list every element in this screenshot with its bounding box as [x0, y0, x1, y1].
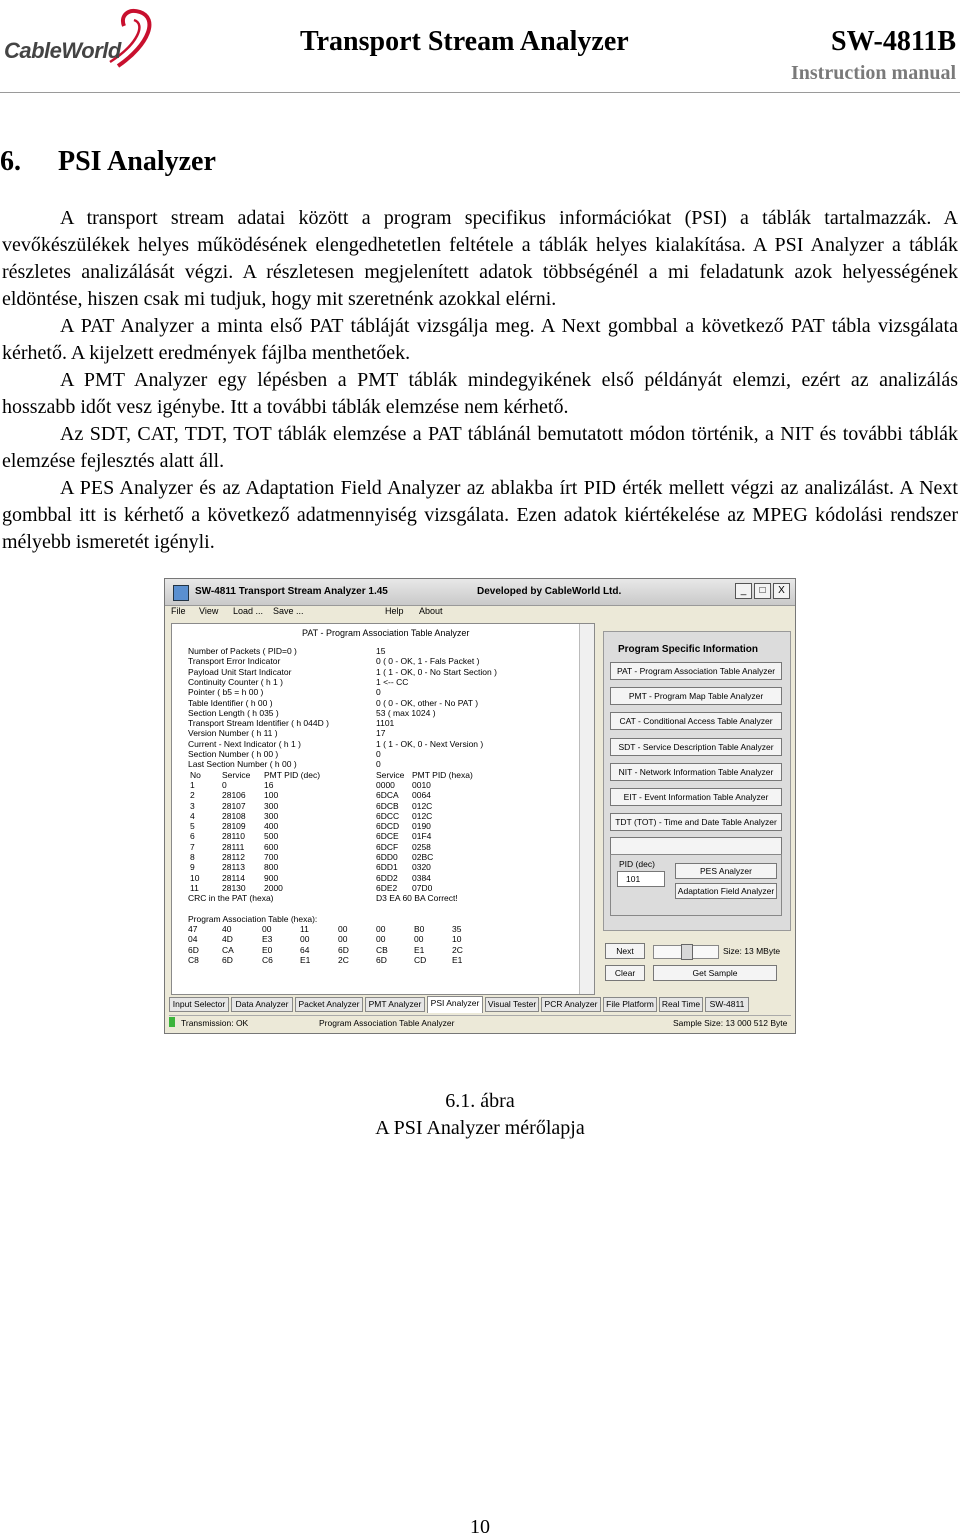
program-cell: 28108 — [222, 810, 246, 821]
program-cell: 0 — [222, 779, 227, 790]
pat-hex-cell: C6 — [262, 955, 273, 965]
pat-hex-cell: 00 — [262, 924, 272, 935]
menu-bar — [165, 605, 795, 619]
program-cell: 0190 — [412, 821, 431, 832]
pat-panel-title: PAT - Program Association Table Analyzer — [302, 628, 470, 638]
program-cell: 2 — [190, 790, 195, 801]
field-value: 1 <-- CC — [376, 676, 409, 687]
program-cell: 28109 — [222, 821, 246, 832]
minimize-button[interactable]: _ — [735, 583, 752, 599]
field-value: 0 ( 0 - OK, 1 - Fals Packet ) — [376, 656, 480, 667]
status-led-icon — [169, 1017, 175, 1027]
paragraph: A PAT Analyzer a minta első PAT tábláját vizsgálja meg. A Next gombbal a következő PAT tábla vizsgálata kérhető. A kijelzett eredmények fájlba menthetőek. — [2, 315, 958, 364]
window-title: SW-4811 Transport Stream Analyzer 1.45 — [195, 586, 388, 597]
field-label: Last Section Number ( h 00 ) — [188, 759, 297, 770]
pat-hex-cell: 04 — [188, 934, 198, 945]
doc-title: Transport Stream Analyzer — [300, 26, 629, 57]
tab-file-platform[interactable]: File Platform — [603, 997, 657, 1012]
field-value: 53 ( max 1024 ) — [376, 707, 436, 718]
cat-analyzer-button[interactable]: CAT - Conditional Access Table Analyzer — [610, 712, 782, 730]
pat-hex-cell: 35 — [452, 924, 462, 935]
field-value: 0 — [376, 759, 381, 770]
page-header — [0, 0, 960, 96]
tab-pmt-analyzer[interactable]: PMT Analyzer — [365, 997, 425, 1012]
field-value: 1101 — [376, 718, 395, 729]
program-cell: 0064 — [412, 790, 431, 801]
app-icon — [173, 585, 189, 601]
tab-sw-4811[interactable]: SW-4811 — [705, 997, 749, 1012]
get-sample-button[interactable]: Get Sample — [653, 965, 777, 981]
logo-text: CableWorld — [4, 38, 121, 63]
program-cell: 8 — [190, 852, 195, 862]
size-label: Size: 13 MByte — [723, 946, 781, 956]
pat-hex-cell: E3 — [262, 934, 273, 945]
pid-input[interactable]: 101 — [617, 871, 665, 887]
pat-hex-cell: E1 — [300, 955, 311, 965]
program-cell: 3 — [190, 800, 195, 811]
program-cell: 28114 — [222, 872, 246, 883]
program-cell: 0258 — [412, 841, 431, 852]
program-cell: 1 — [190, 779, 195, 790]
field-label: Transport Error Indicator — [188, 656, 281, 667]
figure-caption: A PSI Analyzer mérőlapja — [375, 1117, 585, 1139]
tab-data-analyzer[interactable]: Data Analyzer — [231, 997, 293, 1012]
program-cell: 7 — [190, 841, 195, 852]
field-label: Section Number ( h 00 ) — [188, 749, 279, 759]
program-cell: 16 — [264, 779, 274, 790]
program-cell: 6DCB — [376, 800, 399, 811]
psi-panel-heading: Program Specific Information — [618, 644, 759, 655]
menu-load[interactable]: Load ... — [233, 606, 264, 616]
window-titlebar — [165, 579, 795, 606]
eit-analyzer-button[interactable]: EIT - Event Information Table Analyzer — [610, 788, 782, 806]
field-label: Pointer ( b5 = h 00 ) — [188, 687, 264, 698]
program-cell: 28107 — [222, 800, 246, 811]
section-title: PSI Analyzer — [58, 146, 216, 177]
field-label: Section Length ( h 035 ) — [188, 707, 279, 718]
program-cell: 400 — [264, 821, 279, 832]
field-value: 17 — [376, 728, 386, 739]
program-column-header: PMT PID (dec) — [264, 769, 321, 780]
program-cell: 28112 — [222, 852, 246, 862]
program-cell: 10 — [190, 872, 200, 883]
program-cell: 6DD1 — [376, 862, 398, 873]
tab-visual-tester[interactable]: Visual Tester — [485, 997, 539, 1012]
pes-analyzer-button[interactable]: PES Analyzer — [675, 863, 777, 879]
section-heading — [0, 146, 216, 178]
status-bar — [169, 1015, 791, 1030]
program-cell: 6DCF — [376, 841, 399, 852]
pat-hex-cell: 47 — [188, 924, 198, 935]
field-label: Number of Packets ( PID=0 ) — [188, 646, 297, 656]
nit-analyzer-button[interactable]: NIT - Network Information Table Analyzer — [610, 763, 782, 781]
pat-hex-cell: 00 — [376, 934, 386, 945]
menu-help[interactable]: Help — [385, 606, 404, 616]
pat-hex-cell: 40 — [222, 924, 232, 935]
program-cell: 28110 — [222, 831, 246, 842]
doc-model: SW-4811B — [831, 26, 956, 57]
status-mode: Program Association Table Analyzer — [319, 1018, 455, 1028]
program-cell: 0000 — [376, 779, 395, 790]
pat-hex-cell: 00 — [414, 934, 424, 945]
header-divider — [0, 92, 960, 93]
paragraph: A transport stream adatai között a program specifikus információkat (PSI) a táblák tartalmazzák. A vevőkészülékek helyes működésének elengedhetetlen feltétele a táblák helyes kialakítása. A PSI Analyzer a táblák részletes analizálását végzi. A részletesen megjelenített adatok többségénél a mi feladatunk azok helyességének eldöntése, hiszen csak mi tudjuk, hogy mit szeretnénk azokkal elérni. — [2, 207, 958, 310]
pat-hex-cell: 2C — [452, 944, 463, 955]
program-cell: 6DCE — [376, 831, 399, 842]
pat-hex-cell: 6D — [222, 955, 233, 965]
program-cell: 300 — [264, 810, 279, 821]
clear-button[interactable]: Clear — [605, 965, 645, 981]
pat-hex-cell: 10 — [452, 934, 462, 945]
maximize-button[interactable]: □ — [754, 583, 771, 599]
crc-label: CRC in the PAT (hexa) — [188, 893, 274, 904]
app-screenshot — [164, 578, 796, 1034]
tab-strip — [169, 997, 789, 1013]
body-text — [2, 205, 958, 556]
pat-hex-cell: E0 — [262, 944, 273, 955]
tab-packet-analyzer[interactable]: Packet Analyzer — [295, 997, 363, 1012]
page-number: 10 — [470, 1516, 490, 1538]
program-cell: 0010 — [412, 779, 431, 790]
slider-thumb[interactable] — [681, 944, 693, 960]
program-cell: 012C — [412, 800, 433, 811]
field-label: Transport Stream Identifier ( h 044D ) — [188, 718, 329, 729]
program-cell: 28130 — [222, 882, 246, 893]
pat-hex-cell: 00 — [376, 924, 386, 935]
paragraph: A PMT Analyzer egy lépésben a PMT táblák mindegyikének első példányát elemzi, ezért az analizálás hosszabb időt vesz igénybe. Itt a további táblák elemzése nem kérhető. — [2, 369, 958, 418]
program-column-header: Service — [376, 769, 405, 780]
field-value: 0 — [376, 687, 381, 698]
program-cell: 6DCA — [376, 790, 399, 801]
field-label: Version Number ( h 11 ) — [188, 728, 278, 739]
program-cell: 01F4 — [412, 831, 432, 842]
window-credit: Developed by CableWorld Ltd. — [477, 586, 622, 597]
program-cell: 9 — [190, 862, 195, 873]
pid-label: PID (dec) — [619, 859, 655, 869]
program-cell: 800 — [264, 862, 279, 873]
program-cell: 600 — [264, 841, 279, 852]
pat-hex-cell: 64 — [300, 944, 310, 955]
pat-hex-cell: B0 — [414, 924, 425, 935]
pat-table-label: Program Association Table (hexa): — [188, 913, 318, 924]
pat-hex-cell: 6D — [188, 944, 199, 955]
field-value: 1 ( 1 - OK, 0 - No Start Section ) — [376, 666, 497, 677]
sample-controls — [603, 935, 791, 985]
pat-analyzer-button[interactable]: PAT - Program Association Table Analyzer — [610, 662, 782, 680]
program-cell: 28113 — [222, 862, 246, 873]
pat-hex-cell: CA — [222, 944, 234, 955]
menu-about[interactable]: About — [419, 606, 443, 616]
program-column-header: Service — [222, 769, 251, 780]
pat-hex-cell: E1 — [414, 944, 425, 955]
program-cell: 6DCD — [376, 821, 400, 832]
pat-hex-cell: 6D — [376, 955, 387, 965]
pat-hex-cell: 00 — [338, 924, 348, 935]
next-button[interactable]: Next — [605, 943, 645, 959]
field-value: 15 — [376, 646, 386, 656]
pmt-analyzer-button[interactable]: PMT - Program Map Table Analyzer — [610, 687, 782, 705]
program-cell: 6DD0 — [376, 852, 398, 862]
program-cell: 0384 — [412, 872, 431, 883]
pat-hex-cell: CB — [376, 944, 388, 955]
program-cell: 700 — [264, 852, 279, 862]
program-cell: 6DE2 — [376, 882, 398, 893]
program-cell: 012C — [412, 810, 433, 821]
program-cell: 6DCC — [376, 810, 400, 821]
program-cell: 0320 — [412, 862, 431, 873]
field-value: 0 ( 0 - OK, other - No PAT ) — [376, 697, 479, 708]
status-sample-size: Sample Size: 13 000 512 Byte — [673, 1018, 788, 1028]
program-cell: 28106 — [222, 790, 246, 801]
field-label: Payload Unit Start Indicator — [188, 666, 292, 677]
pat-output-panel — [171, 623, 595, 995]
pat-hex-cell: E1 — [452, 955, 463, 965]
blank-button[interactable] — [610, 837, 782, 855]
program-cell: 6DD2 — [376, 872, 398, 883]
program-cell: 07D0 — [412, 882, 433, 893]
section-number: 6. — [0, 146, 21, 177]
vertical-scrollbar[interactable] — [579, 624, 594, 994]
program-cell: 2000 — [264, 882, 283, 893]
cableworld-logo — [0, 4, 160, 74]
program-cell: 4 — [190, 810, 195, 821]
program-cell: 300 — [264, 800, 279, 811]
field-value: 1 ( 1 - OK, 0 - Next Version ) — [376, 738, 484, 749]
program-cell: 100 — [264, 790, 279, 801]
tdt-analyzer-button[interactable]: TDT (TOT) - Time and Date Table Analyzer — [610, 813, 782, 831]
crc-value: D3 EA 60 BA Correct! — [376, 893, 458, 904]
pat-hex-cell: 00 — [300, 934, 310, 945]
sdt-analyzer-button[interactable]: SDT - Service Description Table Analyzer — [610, 738, 782, 756]
program-cell: 11 — [190, 882, 199, 893]
menu-save[interactable]: Save ... — [273, 606, 304, 616]
tab-input-selector[interactable]: Input Selector — [169, 997, 229, 1012]
program-cell: 500 — [264, 831, 279, 842]
program-cell: 6 — [190, 831, 195, 842]
field-label: Table Identifier ( h 00 ) — [188, 697, 273, 708]
tab-pcr-analyzer[interactable]: PCR Analyzer — [541, 997, 601, 1012]
pat-hex-cell: 6D — [338, 944, 349, 955]
field-label: Continuity Counter ( h 1 ) — [188, 676, 283, 687]
field-value: 0 — [376, 749, 381, 759]
pat-hex-cell: C8 — [188, 955, 199, 965]
close-button[interactable]: X — [773, 583, 790, 599]
paragraph: A PES Analyzer és az Adaptation Field Analyzer az ablakba írt PID érték mellett végzi az analizálást. A Next gombbal itt is kérhető a következő adatmennyiség vizsgálata. Ezen adatok kiértékelése az MPEG kódolási rendszer mélyebb ismeretét igényli. — [2, 477, 958, 553]
program-column-header: No — [190, 769, 201, 780]
pid-group — [610, 854, 782, 916]
pat-hex-cell: CD — [414, 955, 427, 965]
tab-real-time[interactable]: Real Time — [659, 997, 703, 1012]
paragraph: Az SDT, CAT, TDT, TOT táblák elemzése a PAT táblánál bemutatott módon történik, a NIT és további táblák elemzése fejlesztés alatt áll. — [2, 423, 958, 472]
program-cell: 28111 — [222, 841, 245, 852]
program-cell: 5 — [190, 821, 195, 832]
pat-hex-cell: 11 — [300, 924, 309, 935]
program-cell: 900 — [264, 872, 279, 883]
pat-hex-cell: 4D — [222, 934, 233, 945]
program-cell: 02BC — [412, 852, 434, 862]
psi-panel — [603, 631, 791, 931]
adaptation-field-button[interactable]: Adaptation Field Analyzer — [675, 883, 777, 899]
program-column-header: PMT PID (hexa) — [412, 769, 473, 780]
menu-file[interactable]: File — [171, 606, 186, 616]
pat-hex-cell: 2C — [338, 955, 349, 965]
pat-hex-cell: 00 — [338, 934, 348, 945]
doc-subtitle: Instruction manual — [790, 62, 956, 84]
status-transmission: Transmission: OK — [181, 1018, 249, 1028]
tab-psi-analyzer[interactable]: PSI Analyzer — [427, 996, 483, 1013]
menu-view[interactable]: View — [199, 606, 219, 616]
field-label: Current - Next Indicator ( h 1 ) — [188, 738, 301, 749]
figure-number: 6.1. ábra — [445, 1090, 515, 1112]
